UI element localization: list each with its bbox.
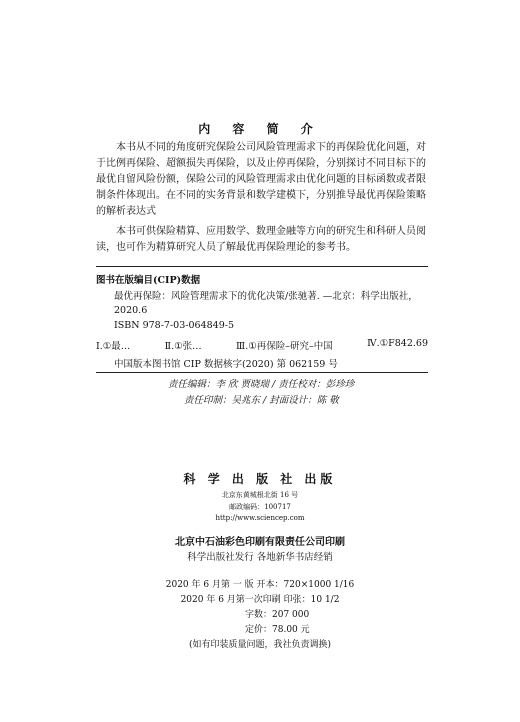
publisher-address: 北京东黄城根北街 16 号 xyxy=(221,491,299,499)
intro-paragraph-2: 本书可供保险精算、应用数学、数理金融等方向的研究生和科研人员阅读，也可作为精算研究人员了解最优再保险理论的参考书。 xyxy=(96,226,426,253)
publisher-name: 科 学 出 版 社 出版 xyxy=(183,472,337,486)
cip-top-rule xyxy=(96,266,428,267)
distribution-line: 科学出版社发行 各地新华书店经销 xyxy=(187,552,333,563)
editor-credits: 责任编辑：李 欣 贾晓瑞 / 责任校对：彭珍珍 xyxy=(168,379,355,390)
publisher-postcode: 邮政编码：100717 xyxy=(229,503,291,511)
edition-line: 2020 年 6 月第 一 版 开本：720×1000 1/16 xyxy=(165,580,355,590)
cip-isbn: ISBN 978-7-03-064849-5 xyxy=(114,320,234,331)
impression-line: 2020 年 6 月第一次印刷 印张：10 1/2 xyxy=(180,595,340,605)
production-credits: 责任印制：吴兆东 / 封面设计：陈 敬 xyxy=(184,395,339,406)
price-line: 定价：78.00 元 xyxy=(245,625,310,635)
publisher-website: http://www.sciencep.com xyxy=(215,514,305,522)
cip-class-1: Ⅰ.①最… xyxy=(96,341,131,352)
intro-paragraph-1: 本书从不同的角度研究保险公司风险管理需求下的再保险优化问题，对于比例再保险、超额损失再保险，以及止停再保险，分别探讨不同目标下的最优自留风险份额，保险公司的风险管理需求由优化问题的目标函数或者限制条件体现出。在不同的实务背景和数学建模下，分别推导最优再保险策略的解析表达式 xyxy=(96,142,426,217)
cip-classification xyxy=(96,338,428,352)
wordcount-line: 字数：207 000 xyxy=(245,610,310,620)
cip-class-4: Ⅳ.①F842.69 xyxy=(367,338,428,349)
cip-entry: 最优再保险：风险管理需求下的优化决策/张驰著. —北京：科学出版社，2020.6 xyxy=(114,291,418,316)
cip-bottom-rule xyxy=(96,372,428,373)
cip-heading: 图书在版编目(CIP)数据 xyxy=(96,275,201,286)
quality-notice: (如有印装质量问题，我社负责调换) xyxy=(188,640,332,650)
intro-title: 内 容 简 介 xyxy=(198,122,322,136)
printer-line: 北京中石油彩色印刷有限责任公司印刷 xyxy=(175,537,345,548)
cip-record: 中国版本图书馆 CIP 数据核字(2020) 第 062159 号 xyxy=(114,359,338,370)
cip-class-3: Ⅲ.①再保险–研究–中国 xyxy=(236,341,333,352)
cip-class-2: Ⅱ.①张… xyxy=(164,341,202,352)
